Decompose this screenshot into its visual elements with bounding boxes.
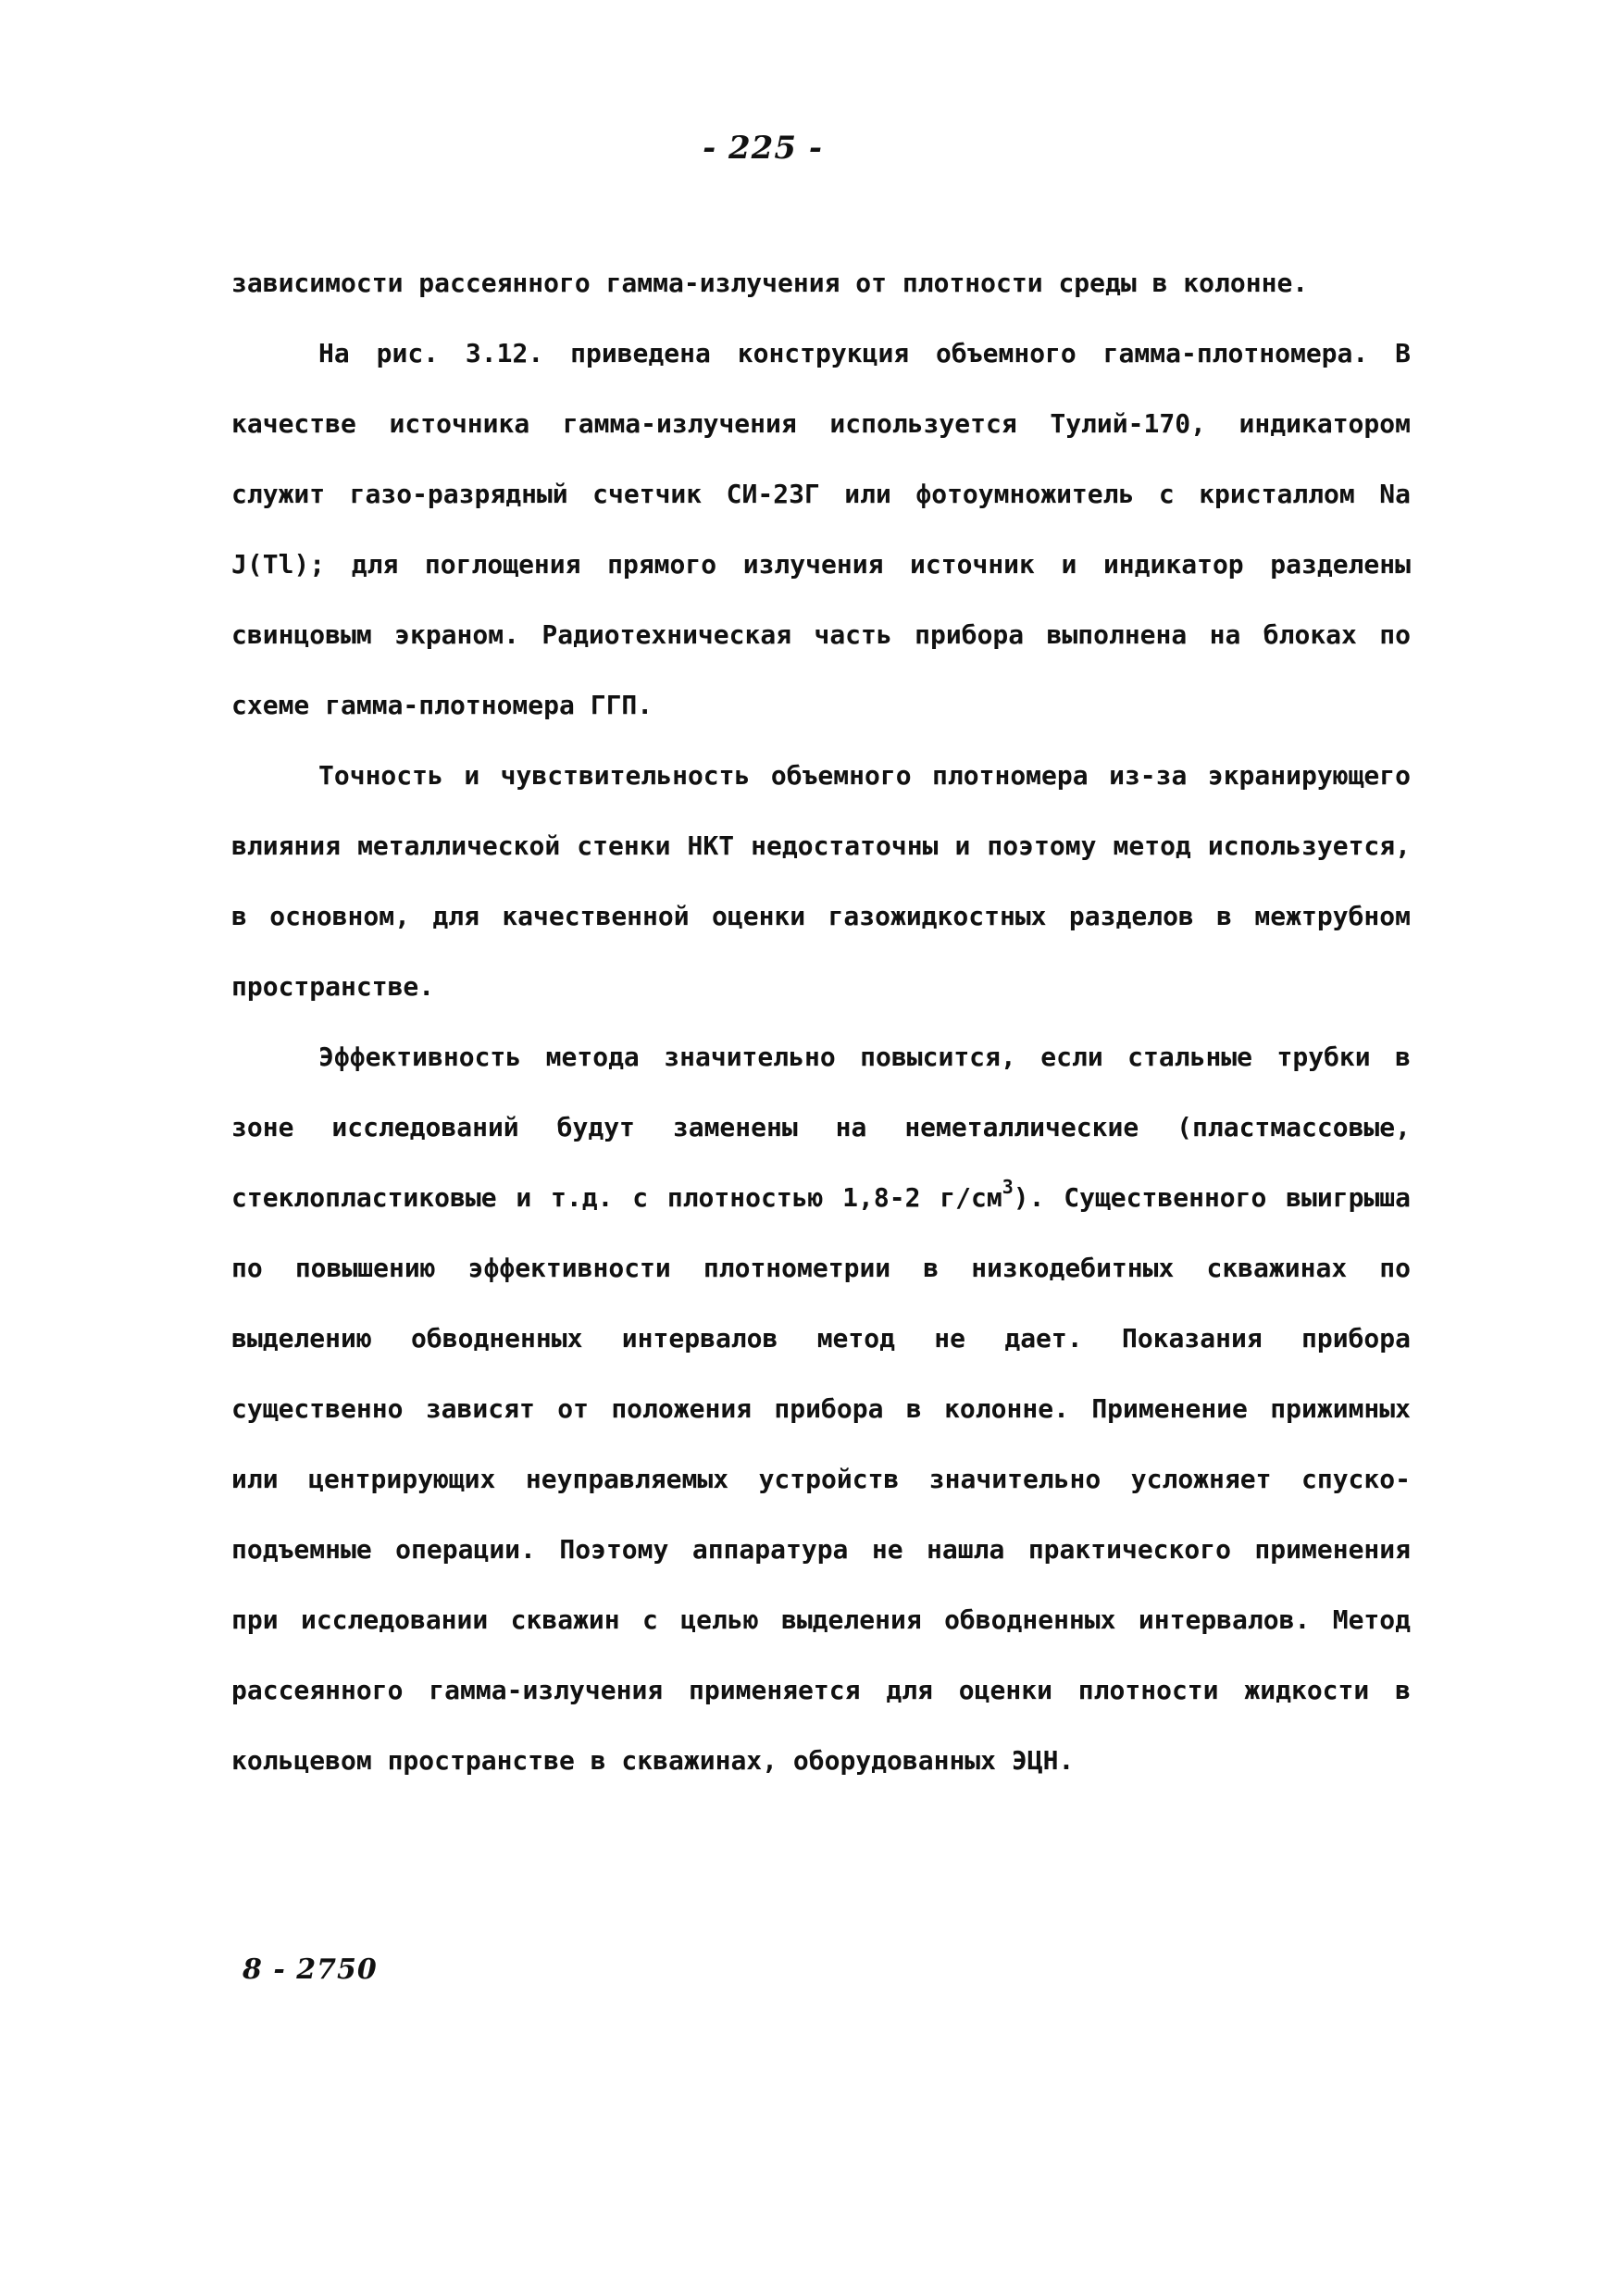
paragraph-efficiency: [231, 1022, 1411, 1796]
paragraph-efficiency-part1: Эффективность метода значительно повысится, если стальные трубки в зоне исследований будут заменены на неметаллические (пластмассовые, стеклопластиковые и т.д. с плотностью 1,8-2 г/см: [231, 1042, 1411, 1213]
paragraph-construction: На рис. 3.12. приведена конструкция объемного гамма-плотномера. В качестве источника гамма-излучения используется Тулий-170, индикатором служит газо-разрядный счетчик СИ-23Г или фотоумножитель с кристаллом Na J(Tl); для поглощения прямого излучения источник и индикатор разделены свинцовым экраном. Радиотехническая часть прибора выполнена на блоках по схеме гамма-плотномера ГГП.: [231, 338, 1411, 720]
paragraph-continuation: зависимости рассеянного гамма-излучения от плотности среды в колонне.: [231, 268, 1309, 298]
paragraph-efficiency-part2: ). Существенного выигрыша по повышению эффективности плотнометрии в низкодебитных скважинах по выделению обводненных интервалов метод не дает. Показания прибора существенно зависят от положения прибора в колонне. Применение прижимных или центрирующих неуправляемых устройств значительно усложняет спуско-подъемные операции. Поэтому аппаратура не нашла практического применения при исследовании скважин с целью выделения обводненных интервалов. Метод рассеянного гамма-излучения применяется для оценки плотности жидкости в кольцевом пространстве в скважинах, оборудованных ЭЦН.: [231, 1182, 1412, 1776]
document-body: [231, 248, 1411, 1796]
paragraph-accuracy: Точность и чувствительность объемного плотномера из-за экранирующего влияния металлической стенки НКТ недостаточны и поэтому метод используется, в основном, для качественной оценки газожидкостных разделов в межтрубном пространстве.: [231, 760, 1411, 1002]
page-number: - 225 -: [703, 130, 823, 167]
superscript-cube: 3: [1002, 1176, 1014, 1198]
sheet-mark: 8 - 2750: [243, 1953, 378, 1986]
